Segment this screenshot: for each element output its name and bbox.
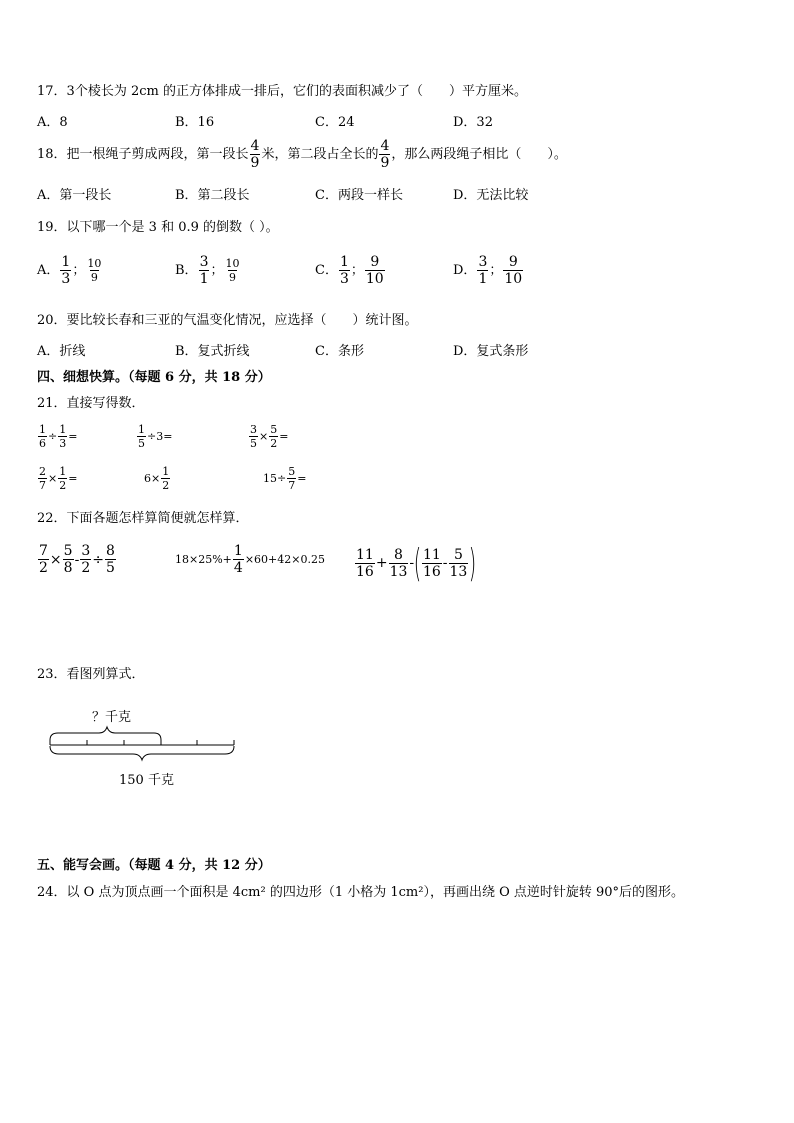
q21-expr-5: 6× $\frac{1}{2}$: [144, 465, 170, 492]
q18-stem-a: 18．把一根绳子剪成两段，第一段长: [37, 147, 249, 162]
q18-fraction-2: $\frac{4}{9}$: [380, 138, 390, 171]
q23-stem: 23．看图列算式．: [37, 667, 145, 682]
q17-option-d: D．32: [453, 115, 493, 130]
top-brace: [50, 727, 161, 740]
q17-stem: 17．3个棱长为 2cm 的正方体排成一排后，它们的表面积减少了（ ）平方厘米。: [37, 84, 527, 99]
q19-option-b: B． $\frac{3}{1}$ ； $\frac{10}{9}$: [175, 254, 240, 287]
q18-stem-c: ，那么两段绳子相比（ ）。: [391, 147, 567, 162]
q21-stem: 21．直接写得数．: [37, 396, 145, 411]
q22-stem: 22．下面各题怎样算简便就怎样算．: [37, 511, 249, 526]
q21-expr-4: $\frac{2}{7}$ × $\frac{1}{2}$ =: [39, 465, 78, 492]
q21-expr-1: $\frac{1}{6}$ ÷ $\frac{1}{3}$ =: [39, 423, 78, 450]
q22-expr-3: $\frac{11}{16}$ + $\frac{8}{13}$ - ( $\frac{11}{16}$ - $\frac{5}{13}$ ): [356, 541, 477, 585]
q23-line-diagram: [44, 724, 240, 774]
q20-option-c: C．条形: [315, 344, 364, 359]
q23-top-label: ？千克: [92, 710, 132, 725]
q19-stem: 19．以下哪一个是 3 和 0.9 的倒数（ ）。: [37, 220, 279, 235]
q21-expr-3: $\frac{3}{5}$ × $\frac{5}{2}$ =: [250, 423, 289, 450]
q19-option-a: A． $\frac{1}{3}$ ； $\frac{10}{9}$: [37, 254, 102, 287]
bottom-brace: [50, 746, 234, 760]
q23-bottom-label: 150 千克: [119, 773, 174, 788]
q18-option-c: C．两段一样长: [315, 188, 403, 203]
q17-option-c: C．24: [315, 115, 355, 130]
q21-expr-2: $\frac{1}{5}$ ÷3 =: [138, 423, 173, 450]
q20-option-a: A．折线: [37, 344, 86, 359]
q21-expr-6: 15÷ $\frac{5}{7}$ =: [263, 465, 307, 492]
q24-stem: 24．以 O 点为顶点画一个面积是 4cm² 的四边形（1 小格为 1cm²），再画出绕 O 点逆时针旋转 90°后的图形。: [37, 885, 685, 900]
q18-fraction-1: $\frac{4}{9}$: [250, 138, 260, 171]
q19-option-c: C． $\frac{1}{3}$ ； $\frac{9}{10}$: [315, 254, 384, 287]
q22-expr-2: 18×25%+ $\frac{1}{4}$ ×60+42×0.25: [175, 543, 325, 576]
q22-expr-1: $\frac{7}{2}$ × $\frac{5}{8}$ - $\frac{3}{2}$ ÷ $\frac{8}{5}$: [39, 543, 115, 576]
q18-option-d: D．无法比较: [453, 188, 529, 203]
q18-option-b: B．第二段长: [175, 188, 250, 203]
section5-heading: 五、能写会画。（每题 4 分，共 12 分）: [37, 858, 271, 873]
q18-stem: [37, 139, 567, 170]
q20-stem: 20．要比较长春和三亚的气温变化情况，应选择（ ）统计图。: [37, 313, 418, 328]
q18-stem-b: 米，第二段占全长的: [261, 147, 379, 162]
q20-option-d: D．复式条形: [453, 344, 529, 359]
section4-heading: 四、细想快算。（每题 6 分，共 18 分）: [37, 370, 271, 385]
q19-option-d: D． $\frac{3}{1}$ ； $\frac{9}{10}$: [453, 254, 523, 287]
q18-option-a: A．第一段长: [37, 188, 112, 203]
q17-option-a: A．8: [37, 115, 68, 130]
q17-option-b: B．16: [175, 115, 215, 130]
q20-option-b: B．复式折线: [175, 344, 250, 359]
